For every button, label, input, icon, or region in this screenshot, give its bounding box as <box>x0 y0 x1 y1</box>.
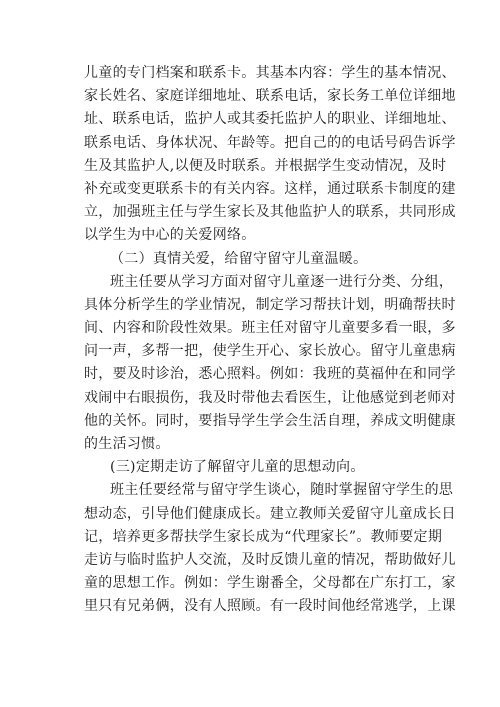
paragraph-line: 址、联系电话，监护人或其委托监护人的职业、详细地址、 <box>84 111 456 128</box>
paragraph-line: 里只有兄弟俩，没有人照顾。有一段时间他经常逃学，上课 <box>84 598 456 615</box>
document-body <box>84 62 456 619</box>
paragraph-line: 立，加强班主任与学生家长及其他监护人的联系，共同形成 <box>84 204 456 221</box>
paragraph-line: 走访与临时监护人交流，及时反馈儿童的情况，帮助做好儿 <box>84 551 456 568</box>
paragraph-line: 班主任要经常与留守学生谈心，随时掌握留守学生的思 <box>110 482 454 499</box>
paragraph-line: 生及其监护人,以便及时联系。并根据学生变动情况，及时 <box>84 157 447 174</box>
section-heading: (三)定期走访了解留守儿童的思想动向。 <box>110 459 365 476</box>
section-heading: （二）真情关爱，给留守留守儿童温暖。 <box>110 250 368 267</box>
paragraph-line: 时，要及时诊治，悉心照料。例如：我班的莫福仲在和同学 <box>84 366 456 383</box>
paragraph-line: 问一声，多帮一把，使学生开心、家长放心。留守儿童患病 <box>84 343 456 360</box>
paragraph-line: 联系电话、身体状况、年龄等。把自己的的电话号码告诉学 <box>84 134 456 151</box>
paragraph-line: 童的思想工作。例如：学生谢番全，父母都在广东打工，家 <box>84 575 456 592</box>
paragraph-line: 的生活习惯。 <box>84 436 170 452</box>
paragraph-line: 间、内容和阶段性效果。班主任对留守儿童要多看一眼，多 <box>84 320 456 337</box>
paragraph-line: 以学生为中心的关爱网络。 <box>84 227 256 244</box>
paragraph-line: 补充或变更联系卡的有关内容。这样，通过联系卡制度的建 <box>84 180 456 197</box>
paragraph-line: 儿童的专门档案和联系卡。其基本内容：学生的基本情况、 <box>84 65 456 81</box>
paragraph-line: 记，培养更多帮扶学生家长成为“代理家长”。教师要定期 <box>84 528 443 545</box>
paragraph-line: 他的关怀。同时，要指导学生学会生活自理，养成文明健康 <box>84 412 456 429</box>
paragraph-line: 戏闹中右眼损伤，我及时带他去看医生，让他感觉到老师对 <box>84 389 456 406</box>
paragraph-line: 想动态，引导他们健康成长。建立教师关爱留守儿童成长日 <box>84 505 456 522</box>
paragraph-line: 具体分析学生的学业情况，制定学习帮扶计划，明确帮扶时 <box>84 296 456 313</box>
paragraph-line: 班主任要从学习方面对留守儿童逐一进行分类、分组， <box>110 273 454 290</box>
paragraph-line: 家长姓名、家庭详细地址、联系电话，家长务工单位详细地 <box>84 88 456 105</box>
